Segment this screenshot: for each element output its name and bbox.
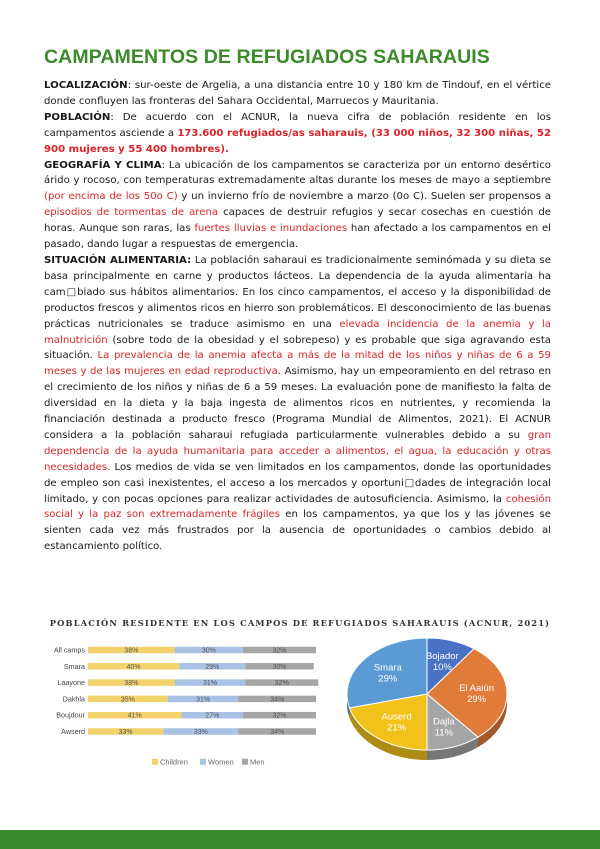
category-label: Awserd — [61, 727, 85, 736]
paragraph-poblacion — [44, 110, 551, 158]
category-label: All camps — [53, 645, 85, 655]
highlight-tormentas: episodios de tormentas de arena — [44, 207, 219, 219]
data-label: 31% — [196, 696, 211, 704]
pie-slice-value: 29% — [467, 693, 487, 705]
text-geografia-1: : La ubicación de los campamentos se caracteriza por un entorno desértico árido y rocoso, con temperaturas extremadamente altas durante los meses de mayo a septiembre — [44, 159, 552, 187]
data-label: 41% — [127, 712, 142, 720]
pie-slice-value: 11% — [434, 727, 453, 739]
highlight-dependencia: gran dependencia de la ayuda humanitaria para acceder a alimentos, el agua, la educación y otras necesidades. — [44, 429, 551, 473]
label-localizacion: LOCALIZACIÓN — [44, 80, 128, 91]
pie-slice-name: Smara — [373, 662, 402, 674]
label-geografia: GEOGRAFÍA Y CLIMA — [44, 159, 162, 171]
legend-swatch — [200, 759, 206, 765]
legend-label: Men — [250, 757, 265, 767]
data-label: 40% — [126, 663, 141, 671]
pie-slice-value: 29% — [378, 673, 398, 685]
category-label: Dakhla — [62, 694, 85, 704]
data-label: 38% — [124, 647, 139, 655]
data-label: 34% — [270, 696, 285, 704]
data-label: 29% — [205, 663, 220, 671]
text-situacion-4: Los medios de vida se ven limitados en los campamentos, donde las oportunidades de empleo son casi inexistentes, el acceso a los mercados y oportuni□dades de integración local limitado, y con pocas opciones para realizar actividades de autosuficiencia. Asimismo, la — [44, 461, 551, 505]
paragraph-situacion — [44, 253, 551, 555]
data-label: 38% — [124, 680, 139, 688]
pie-slice-name: Auserd — [381, 711, 412, 723]
text-situacion-3: . Asimismo, hay un empeoramiento en del retraso en el crecimiento de los niños y niñas de 6 a 59 meses. La evaluación pone de manifiesto la falta de diversidad en la dieta y la baja ingesta de alimentos ricos en nutrientes, y recomienda la financiación destinada a producto fresco (Programa Mundial de Alimentos, 2021). El ACNUR considera a la población saharaui refugiada particularmente vulnerables debido a su — [44, 366, 551, 441]
highlight-anemia-malnutricion: elevada incidencia de la anemia y la malnutrición — [44, 318, 552, 346]
text-geografia-3: capaces de destruir refugios y secar cosechas en cuestión de horas. Aunque son raras, las — [44, 207, 551, 235]
page-title: CAMPAMENTOS DE REFUGIADOS SAHARAUIS — [44, 46, 490, 68]
pie-slice-name: Bojador — [425, 650, 459, 662]
paragraph-geografia — [44, 158, 551, 253]
category-label: Laayone — [57, 678, 85, 688]
bar-chart — [40, 638, 330, 773]
data-label: 35% — [120, 696, 135, 704]
data-label: 27% — [205, 712, 220, 720]
text-situacion-1: La población saharaui es tradicionalmente seminómada y su dieta se basa principalmente en carne y productos lácteos. La dependencia de la ayuda alimentaria ha cam□biado sus hábitos alimentarios. En los cinco campamentos, el acceso y la disponibilidad de productos frescos y alimentos ricos en hierro son problemáticos. El desconocimiento de las buenas prácticas nutricionales se traduce asimismo en una — [44, 254, 551, 330]
text-geografia-4: han afectado a los campamentos en el pasado, dando lugar a respuestas de emergencia. — [44, 223, 551, 251]
text-situacion-2: (sobre todo de la obesidad y el sobrepeso) y es probable que siga agravando esta situación. — [44, 334, 551, 362]
label-situacion: SITUACIÓN ALIMENTARIA: — [44, 254, 192, 266]
pie-slice-value: 21% — [387, 722, 407, 734]
data-label: 31% — [202, 680, 217, 688]
pie-chart — [340, 636, 520, 766]
category-label: Boujdour — [56, 710, 85, 720]
text-situacion-5: en los campamentos, ya que los y las jóvenes se sienten cada vez más frustrados por la ausencia de oportunidades o cambios debido al estancamiento político. — [44, 509, 551, 553]
pie-slice-name: Dajla — [432, 716, 455, 728]
highlight-cohesion: cohesión social y la paz son extremadamente frágiles — [44, 493, 551, 521]
label-poblacion: POBLACIÓN — [44, 111, 111, 123]
text-localizacion: : sur-oeste de Argelia, a una distancia entre 10 y 180 km de Tindouf, en el vértice donde confluyen las fronteras del Sahara Occidental, Marruecos y Mauritania. — [44, 80, 551, 107]
data-label: 33% — [118, 729, 133, 736]
legend-swatch — [152, 759, 158, 765]
paragraph-localizacion — [44, 78, 551, 110]
data-label: 33% — [193, 729, 208, 736]
legend-swatch — [242, 759, 248, 765]
text-poblacion: : De acuerdo con el ACNUR, la nueva cifra de población residente en los campamentos asciende a — [44, 111, 551, 139]
data-label: 34% — [270, 729, 285, 736]
figure-title: POBLACIÓN RESIDENTE EN LOS CAMPOS DE REFUGIADOS SAHARAUIS (ACNUR, 2021) — [49, 618, 551, 628]
legend-label: Children — [160, 757, 188, 767]
text-geografia-2: y un invierno frío de noviembre a marzo (0o C). Suelen ser propensos a — [177, 191, 551, 203]
data-label: 32% — [272, 647, 287, 655]
legend-label: Women — [208, 757, 234, 767]
highlight-prevalencia-anemia: La prevalencia de la anemia afecta a más de la mitad de los niños y niñas de 6 a 59 meses y de las mujeres en edad reproductiva — [44, 350, 551, 378]
data-label: 32% — [272, 712, 287, 720]
data-label: 32% — [274, 680, 289, 688]
pie-slice-name: El Aaiún — [459, 682, 495, 694]
data-label: 30% — [272, 663, 287, 671]
body-text — [44, 78, 551, 555]
data-label: 30% — [201, 647, 216, 655]
highlight-temperatura: (por encima de los 50o C) — [44, 191, 178, 203]
pie-slice-value: 10% — [432, 661, 452, 673]
highlight-poblacion: 173.600 refugiados/as saharauis, (33 000 niños, 32 300 niñas, 52 900 mujeres y 55 400 hombres). — [44, 127, 551, 155]
highlight-lluvias: fuertes lluvias e inundaciones — [194, 223, 348, 235]
footer-bar — [0, 830, 600, 849]
category-label: Smara — [63, 661, 85, 671]
